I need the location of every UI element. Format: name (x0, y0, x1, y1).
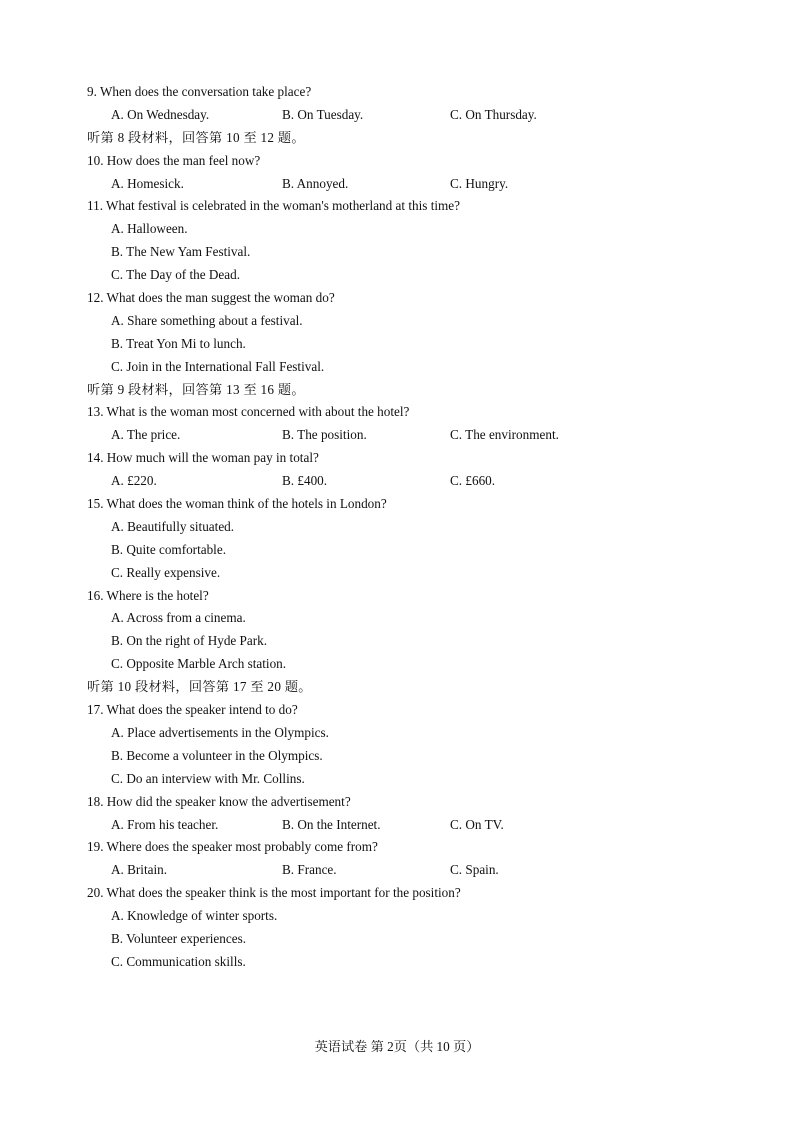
option-b: B. On the Internet. (282, 816, 381, 832)
option: B. Become a volunteer in the Olympics. (111, 747, 323, 763)
question: 20. What does the speaker think is the most important for the position? (87, 885, 461, 901)
question: 19. Where does the speaker most probably come from? (87, 839, 378, 855)
option-b: B. On Tuesday. (282, 106, 364, 122)
section-instruction: 听第 10 段材料，回答第 17 至 20 题。 (87, 679, 312, 695)
exam-page-content (87, 81, 727, 974)
question: 11. What festival is celebrated in the woman's motherland at this time? (87, 198, 460, 214)
option: C. Opposite Marble Arch station. (111, 656, 287, 672)
option-a: A. £220. (111, 473, 157, 489)
option-c: C. Hungry. (450, 175, 509, 191)
question: 9. When does the conversation take place? (87, 84, 312, 99)
option: B. Volunteer experiences. (111, 930, 247, 946)
option-a: A. On Wednesday. (111, 106, 210, 122)
option-a: A. From his teacher. (111, 816, 219, 832)
question: 13. What is the woman most concerned with about the hotel? (87, 404, 410, 420)
option: C. Really expensive. (111, 564, 221, 580)
options-row (87, 814, 727, 837)
options-row (87, 104, 727, 127)
question: 18. How did the speaker know the advertisement? (87, 793, 351, 809)
question: 14. How much will the woman pay in total? (87, 450, 319, 466)
option-c: C. The environment. (450, 427, 559, 443)
option: B. On the right of Hyde Park. (111, 633, 268, 649)
option-b: B. £400. (282, 473, 328, 489)
option-b: B. Annoyed. (282, 175, 349, 191)
option: B. Quite comfortable. (111, 541, 226, 557)
option: A. Knowledge of winter sports. (111, 908, 278, 924)
option-a: A. Britain. (111, 862, 168, 878)
option: A. Share something about a festival. (111, 312, 303, 328)
option-c: C. Spain. (450, 862, 499, 878)
section-instruction: 听第 8 段材料，回答第 10 至 12 题。 (87, 129, 305, 145)
option: C. Do an interview with Mr. Collins. (111, 770, 305, 786)
option-c: C. £660. (450, 473, 496, 489)
options-row (87, 173, 727, 196)
option: A. Beautifully situated. (111, 518, 235, 534)
option-a: A. The price. (111, 427, 181, 443)
options-row (87, 859, 727, 882)
question: 10. How does the man feel now? (87, 152, 261, 168)
question: 16. Where is the hotel? (87, 587, 209, 603)
option: B. The New Yam Festival. (111, 244, 251, 260)
option: A. Halloween. (111, 221, 188, 237)
page-footer: 英语试卷 第 2页（共 10 页） (314, 1039, 480, 1054)
question: 12. What does the man suggest the woman do? (87, 290, 335, 306)
option: B. Treat Yon Mi to lunch. (111, 335, 246, 351)
option-b: B. France. (282, 862, 337, 878)
question: 15. What does the woman think of the hotels in London? (87, 496, 387, 512)
options-row (87, 470, 727, 493)
option-b: B. The position. (282, 427, 367, 443)
option: C. Communication skills. (111, 953, 246, 969)
option: A. Across from a cinema. (111, 610, 246, 626)
option: C. Join in the International Fall Festival. (111, 358, 325, 374)
question: 17. What does the speaker intend to do? (87, 702, 298, 718)
option: C. The Day of the Dead. (111, 267, 241, 283)
options-row (87, 424, 727, 447)
option: A. Place advertisements in the Olympics. (111, 724, 329, 740)
option-c: C. On Thursday. (450, 106, 537, 122)
option-a: A. Homesick. (111, 175, 184, 191)
section-instruction: 听第 9 段材料，回答第 13 至 16 题。 (87, 381, 305, 397)
option-c: C. On TV. (450, 816, 504, 832)
